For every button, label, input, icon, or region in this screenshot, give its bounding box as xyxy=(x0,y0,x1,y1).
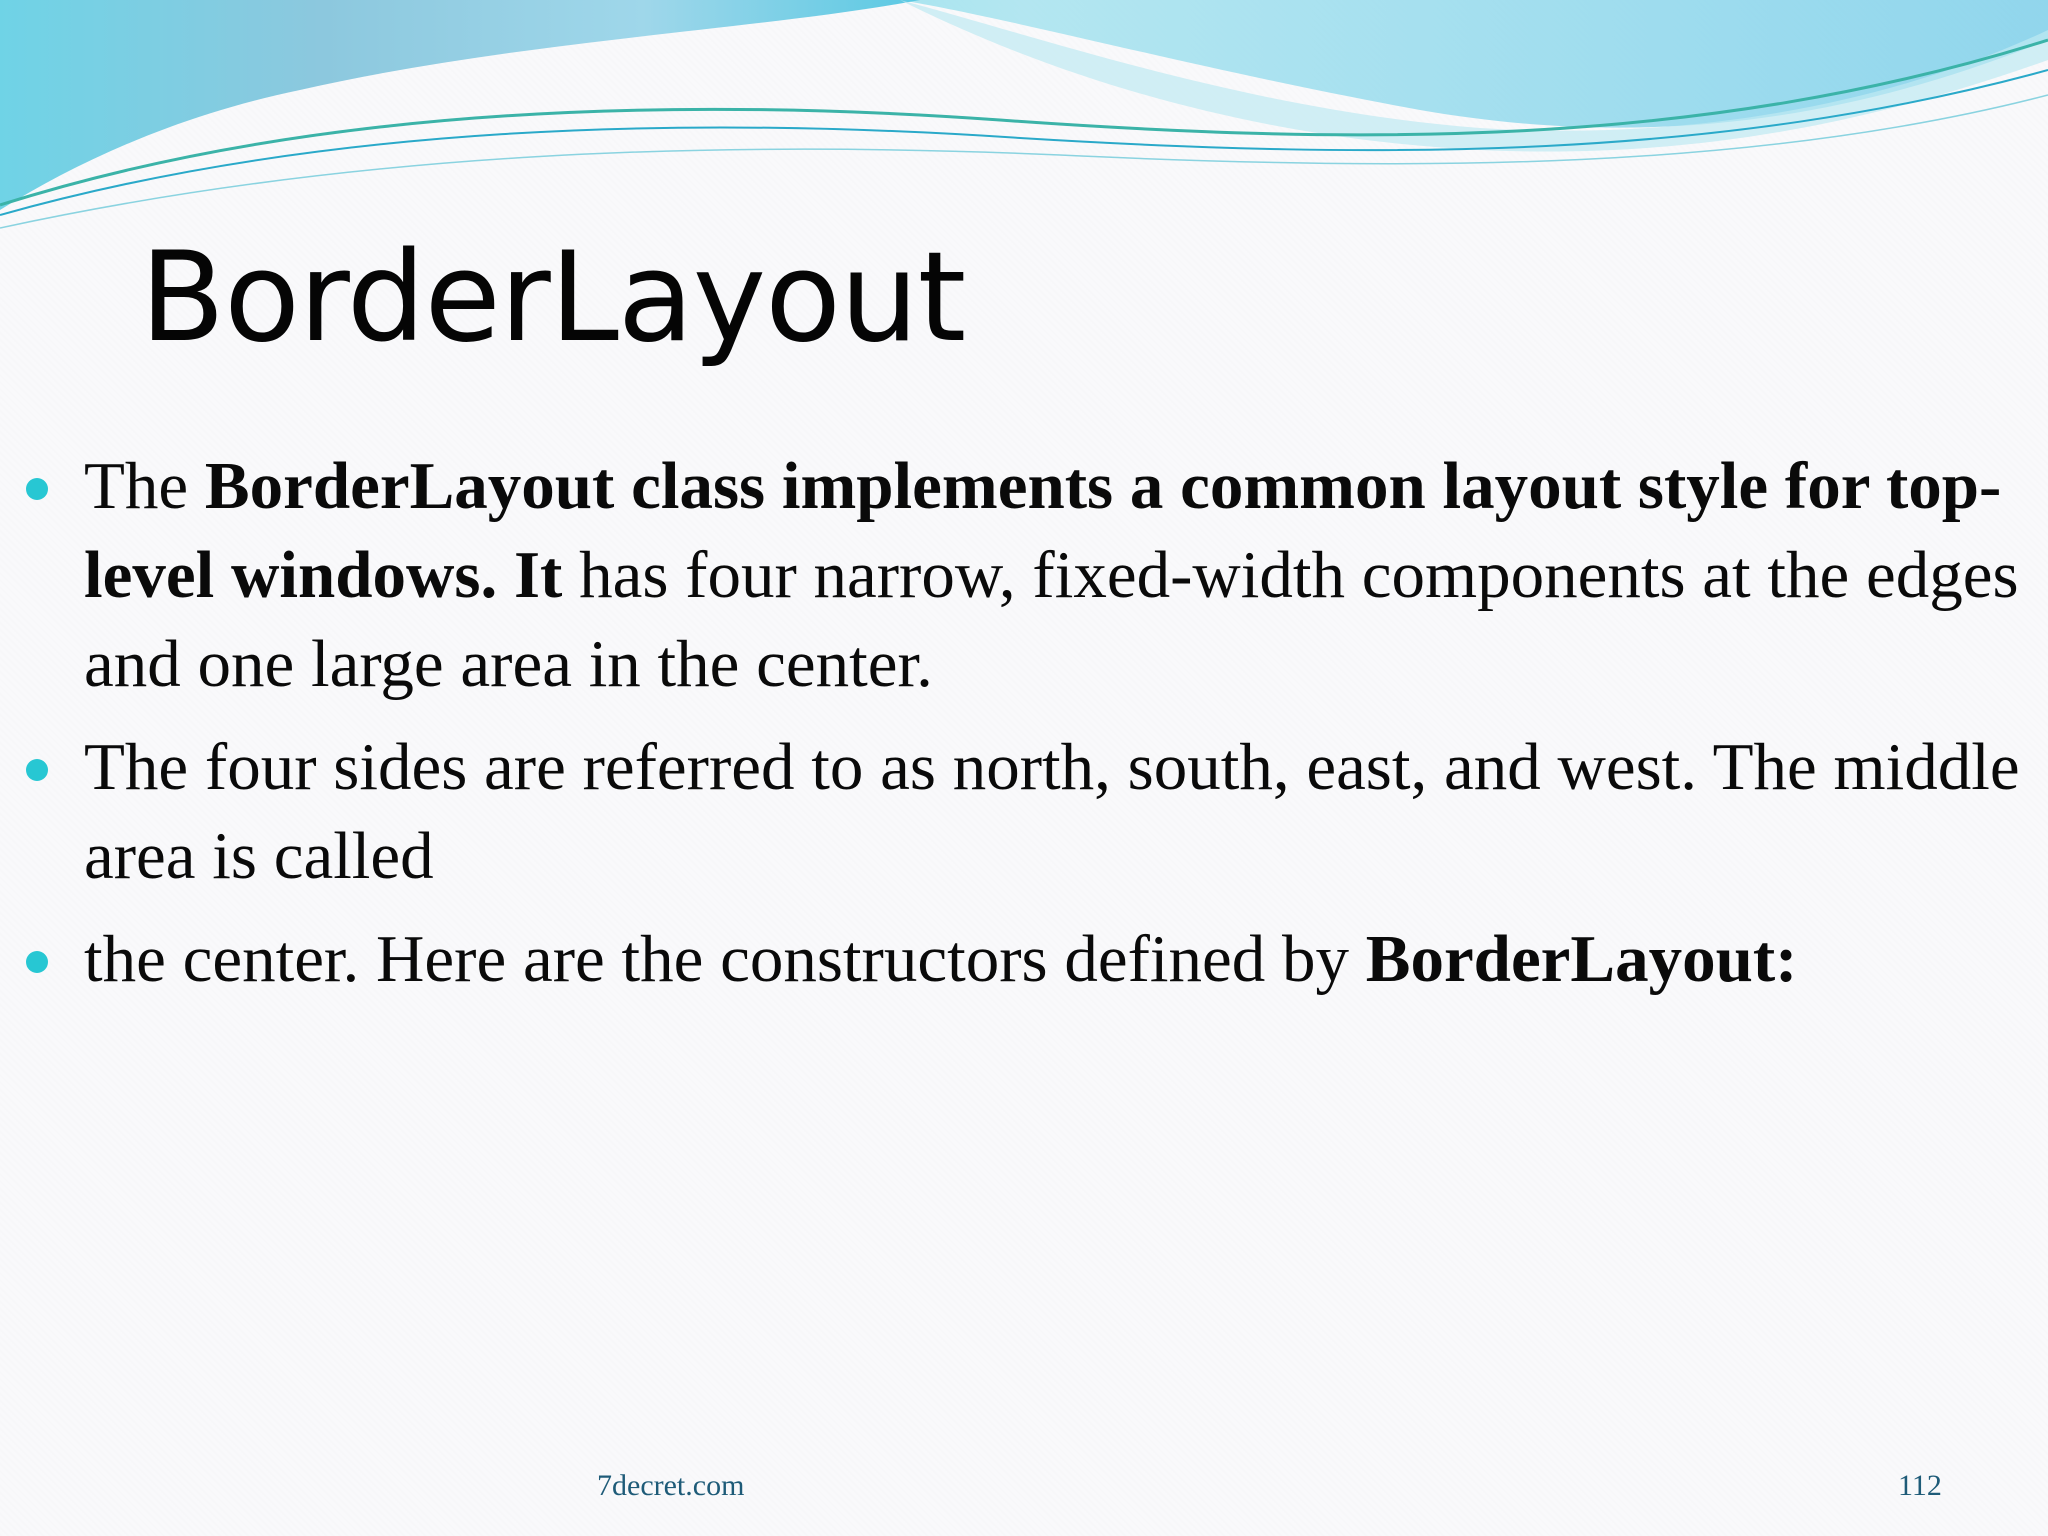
slide-page-number: 112 xyxy=(1898,1469,1942,1502)
bullet-item xyxy=(0,442,2048,709)
bullet-bold-text: BorderLayout class implements a common layout style for top-level windows. It xyxy=(84,449,2002,612)
bullet-dot-icon xyxy=(26,951,48,973)
header-wave-decoration xyxy=(0,0,2048,240)
bullet-list xyxy=(0,442,2048,1018)
bullet-text: has four narrow, fixed-width components at the edges and one large area in the center. xyxy=(84,538,2019,701)
bullet-dot-icon xyxy=(26,759,48,781)
bullet-text: The four sides are referred to as north, south, east, and west. The middle area is called xyxy=(84,730,2020,893)
bullet-bold-text: BorderLayout: xyxy=(1365,922,1798,996)
bullet-text: The xyxy=(84,449,205,523)
slide-title: BorderLayout xyxy=(140,226,966,370)
bullet-text: the center. Here are the constructors defined by xyxy=(84,922,1366,996)
bullet-item xyxy=(0,915,2048,1004)
bullet-dot-icon xyxy=(26,478,48,500)
bullet-item xyxy=(0,723,2048,901)
footer-site-name: 7decret.com xyxy=(597,1469,745,1502)
